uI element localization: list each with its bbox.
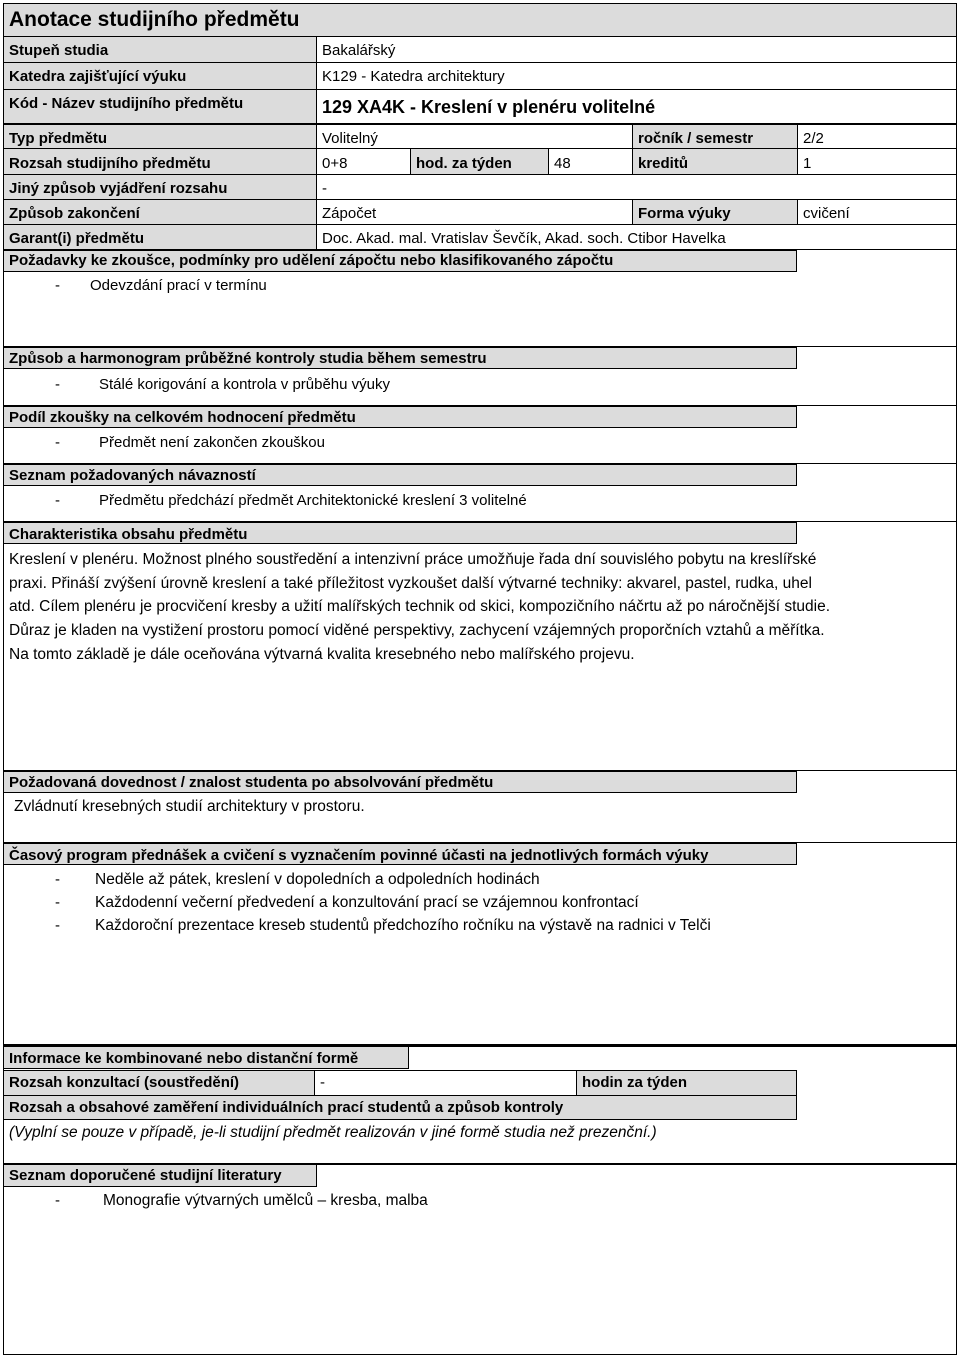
zpusob-label: Způsob zakončení bbox=[9, 205, 140, 222]
list-bullet: - bbox=[55, 277, 60, 294]
forma-value: cvičení bbox=[803, 205, 850, 222]
list-bullet: - bbox=[55, 871, 60, 888]
kredity-value: 1 bbox=[803, 155, 812, 172]
list-item: Neděle až pátek, kreslení v dopoledních a odpoledních hodinách bbox=[95, 871, 540, 888]
list-bullet: - bbox=[55, 492, 60, 509]
individualni-note: (Vyplní se pouze v případě, je-li studijní předmět realizován v jiné formě studia než prezenční.) bbox=[9, 1124, 657, 1141]
list-item: Každoroční prezentace kreseb studentů předchozího ročníku na výstavě na radnici v Telči bbox=[95, 917, 711, 934]
charakteristika-line: atd. Cílem plenéru je procvičení kresby a užití malířských technik od skici, kompozičního náčrtu až po náročnější studie. bbox=[9, 598, 831, 615]
rocnik-value: 2/2 bbox=[803, 130, 824, 147]
pozadavky-heading: Požadavky ke zkoušce, podmínky pro udělení zápočtu nebo klasifikovaného zápočtu bbox=[9, 252, 614, 269]
list-bullet: - bbox=[55, 376, 60, 393]
charakteristika-line: Kreslení v plenéru. Možnost plného soustředění a intenzivní práce umožňuje řada dní souvislého pobytu na kreslířské bbox=[9, 551, 817, 568]
garant-value: Doc. Akad. mal. Vratislav Ševčík, Akad. soch. Ctibor Havelka bbox=[322, 230, 726, 247]
list-item: Předmětu předchází předmět Architektonické kreslení 3 volitelné bbox=[99, 492, 527, 509]
forma-label: Forma výuky bbox=[638, 205, 731, 222]
program-heading: Časový program přednášek a cvičení s vyznačením povinné účasti na jednotlivých formách výuky bbox=[9, 847, 709, 864]
stupen-label: Stupeň studia bbox=[9, 42, 109, 59]
kombinovane-heading: Informace ke kombinované nebo distanční formě bbox=[9, 1050, 359, 1067]
konzultace-value-cell bbox=[314, 1070, 577, 1096]
list-item: Stálé korigování a kontrola v průběhu výuky bbox=[99, 376, 390, 393]
list-item: Předmět není zakončen zkouškou bbox=[99, 434, 325, 451]
list-item: Odevzdání prací v termínu bbox=[90, 277, 267, 294]
katedra-value: K129 - Katedra architektury bbox=[322, 68, 505, 85]
list-bullet: - bbox=[55, 434, 60, 451]
rozsah-value: 0+8 bbox=[322, 155, 348, 172]
kredity-label: kreditů bbox=[638, 155, 689, 172]
list-item: Monografie výtvarných umělců – kresba, malba bbox=[103, 1192, 428, 1209]
hod-value: 48 bbox=[554, 155, 571, 172]
jiny-label: Jiný způsob vyjádření rozsahu bbox=[9, 180, 228, 197]
list-bullet: - bbox=[55, 894, 60, 911]
individualni-heading: Rozsah a obsahové zaměření individuálních prací studentů a způsob kontroly bbox=[9, 1099, 564, 1116]
hod-label: hod. za týden bbox=[416, 155, 512, 172]
list-item: Každodenní večerní předvedení a konzultování prací se vzájemnou konfrontací bbox=[95, 894, 639, 911]
zpusob-value: Zápočet bbox=[322, 205, 377, 222]
navaznosti-heading: Seznam požadovaných návazností bbox=[9, 467, 256, 484]
katedra-label: Katedra zajišťující výuku bbox=[9, 68, 187, 85]
charakteristika-line: Na tomto základě je dále oceňována výtvarná kvalita kresebného nebo malířského projevu. bbox=[9, 646, 635, 663]
charakteristika-line: praxi. Přináší zvýšení úrovně kreslení a také příležitost vyzkoušet další výtvarné techniky: akvarel, pastel, rudka, uhel bbox=[9, 575, 812, 592]
dovednost-text: Zvládnutí kresebných studií architektury v prostoru. bbox=[14, 798, 365, 815]
harmonogram-heading: Způsob a harmonogram průběžné kontroly studia během semestru bbox=[9, 350, 487, 367]
charakteristika-heading: Charakteristika obsahu předmětu bbox=[9, 526, 248, 543]
typ-value: Volitelný bbox=[322, 130, 378, 147]
charakteristika-line: Důraz je kladen na vystižení prostoru pomocí viděné perspektivy, zachycení vzájemných proporčních vztahů a měřítka. bbox=[9, 622, 825, 639]
stupen-value: Bakalářský bbox=[322, 42, 396, 59]
rocnik-label: ročník / semestr bbox=[638, 130, 754, 147]
kod-value: 129 XA4K - Kreslení v plenéru volitelné bbox=[322, 97, 656, 117]
page-title: Anotace studijního předmětu bbox=[9, 8, 300, 31]
typ-label: Typ předmětu bbox=[9, 130, 108, 147]
list-bullet: - bbox=[55, 917, 60, 934]
garant-label: Garant(i) předmětu bbox=[9, 230, 145, 247]
literatura-heading: Seznam doporučené studijní literatury bbox=[9, 1167, 282, 1184]
jiny-value: - bbox=[322, 180, 327, 197]
dovednost-heading: Požadovaná dovednost / znalost studenta po absolvování předmětu bbox=[9, 774, 494, 791]
konzultace-unit: hodin za týden bbox=[582, 1074, 687, 1091]
kod-label: Kód - Název studijního předmětu bbox=[9, 95, 244, 112]
rozsah-label: Rozsah studijního předmětu bbox=[9, 155, 211, 172]
konzultace-value: - bbox=[320, 1074, 325, 1091]
list-bullet: - bbox=[55, 1192, 60, 1209]
podil-heading: Podíl zkoušky na celkovém hodnocení předmětu bbox=[9, 409, 356, 426]
konzultace-label: Rozsah konzultací (soustředění) bbox=[9, 1074, 240, 1091]
